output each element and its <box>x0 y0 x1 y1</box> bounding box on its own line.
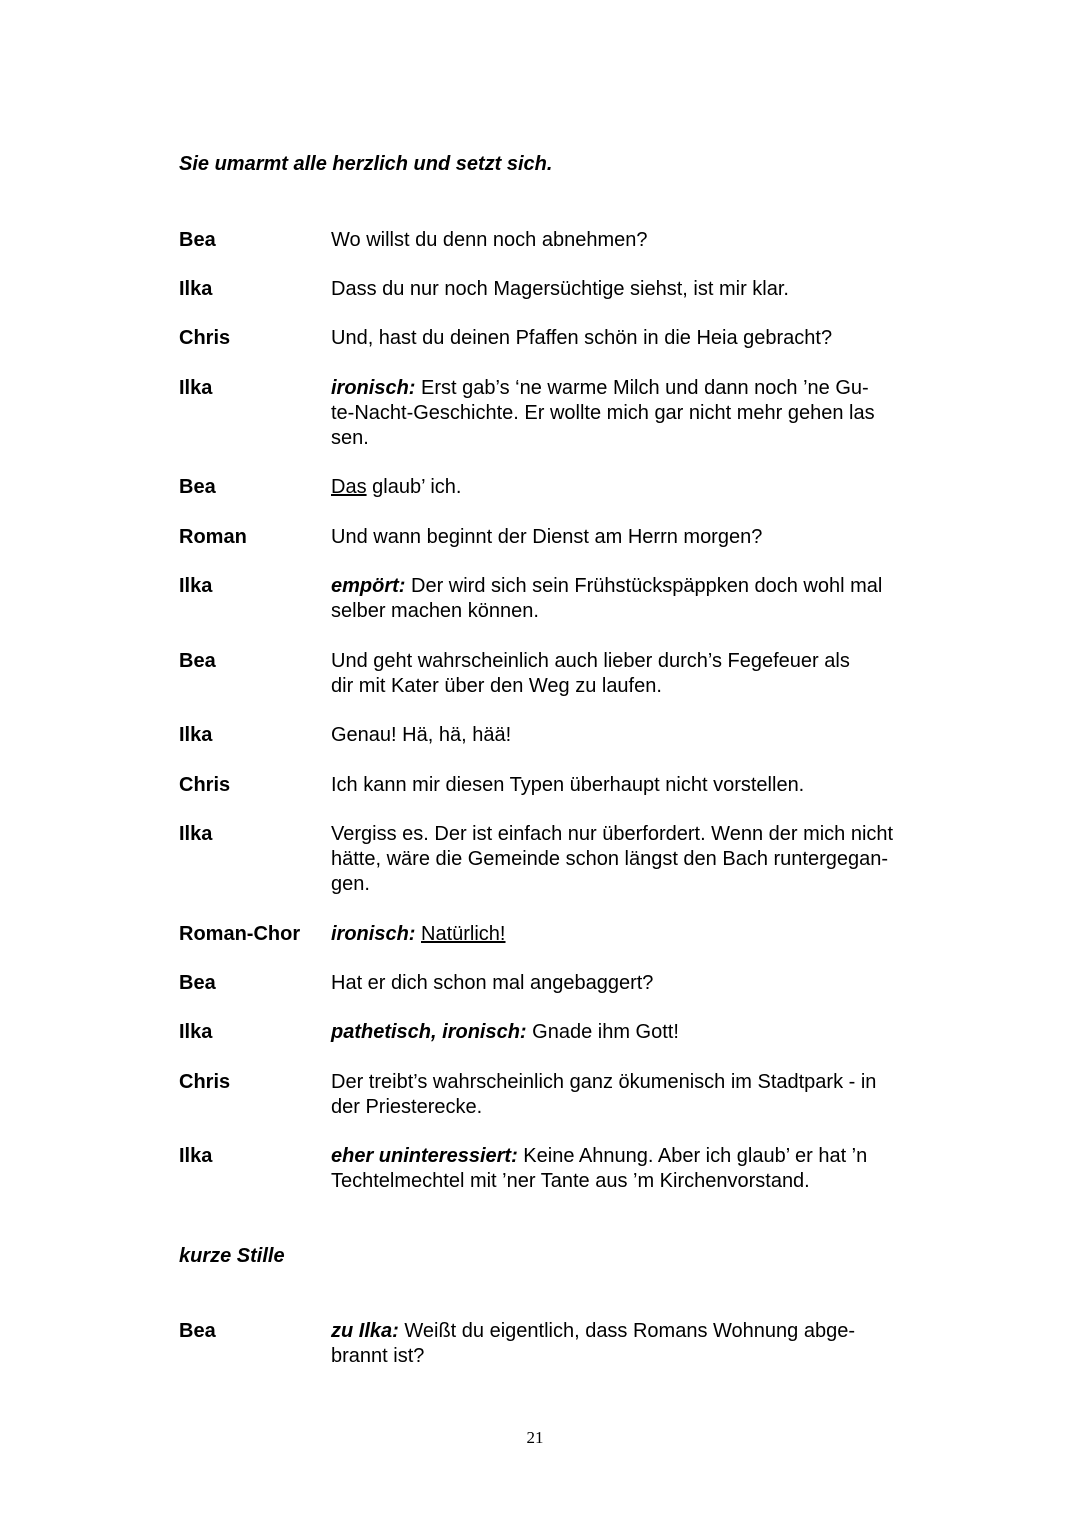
speaker-name: Ilka <box>179 575 213 597</box>
dialogue-text: Der wird sich sein Frühstückspäppken doch wohl mal selber machen können. <box>331 575 883 622</box>
dialogue-line <box>331 922 943 947</box>
speaker-name: Chris <box>179 1071 231 1093</box>
dialogue-line: Genau! Hä, hä, hää! <box>331 724 512 746</box>
speaker-name: Chris <box>179 774 231 796</box>
stage-direction-inline: empört: <box>331 575 406 597</box>
dialogue-text: Erst gab’s ‘ne warme Milch und dann noch ’ne Gu- te-Nacht-Geschichte. Er wollte mich gar nicht mehr gehen las sen. <box>331 377 875 449</box>
stage-direction-inline: ironisch: <box>331 923 416 945</box>
dialogue-text: Keine Ahnung. Aber ich glaub’ er hat ’n Techtelmechtel mit ’ner Tante aus ’m Kirchenvorstand. <box>331 1145 868 1192</box>
underlined-text: Das <box>331 476 367 498</box>
speaker-name: Chris <box>179 327 231 349</box>
stage-direction-inline: pathetisch, ironisch: <box>331 1021 527 1043</box>
speaker-name: Ilka <box>179 823 213 845</box>
dialogue-line: Und, hast du deinen Pfaffen schön in die Heia gebracht? <box>331 327 833 349</box>
speaker-name: Roman <box>179 526 247 548</box>
dialogue-line <box>331 475 943 500</box>
dialogue-line: Und geht wahrscheinlich auch lieber durch’s Fegefeuer als dir mit Kater über den Weg zu laufen. <box>331 650 850 697</box>
dialogue-text: Gnade ihm Gott! <box>532 1021 679 1043</box>
dialogue-line <box>331 574 943 624</box>
dialogue-line <box>331 1319 943 1369</box>
dialogue-line: Vergiss es. Der ist einfach nur überfordert. Wenn der mich nicht hätte, wäre die Gemeinde schon längst den Bach runtergegan- gen. <box>331 823 894 895</box>
dialogue-line: Wo willst du denn noch abnehmen? <box>331 229 648 251</box>
speaker-name: Bea <box>179 1320 216 1342</box>
speaker-name: Ilka <box>179 1021 213 1043</box>
dialogue-line: Hat er dich schon mal angebaggert? <box>331 972 654 994</box>
speaker-name: Bea <box>179 229 216 251</box>
underlined-text: Natürlich! <box>421 923 506 945</box>
dialogue-line <box>331 376 943 451</box>
page-number: 21 <box>526 1428 544 1447</box>
dialogue-text: Weißt du eigentlich, dass Romans Wohnung abge- brannt ist? <box>331 1320 855 1367</box>
stage-direction-inline: zu Ilka: <box>331 1320 399 1342</box>
stage-direction: Sie umarmt alle herzlich und setzt sich. <box>179 153 553 175</box>
speaker-name: Bea <box>179 476 216 498</box>
speaker-name: Ilka <box>179 278 213 300</box>
dialogue-line: Und wann beginnt der Dienst am Herrn morgen? <box>331 526 763 548</box>
dialogue-line: Ich kann mir diesen Typen überhaupt nicht vorstellen. <box>331 774 805 796</box>
speaker-name: Bea <box>179 972 216 994</box>
speaker-name: Ilka <box>179 1145 213 1167</box>
stage-direction: kurze Stille <box>179 1245 285 1267</box>
dialogue-line: Der treibt’s wahrscheinlich ganz ökumenisch im Stadtpark - in der Priesterecke. <box>331 1071 877 1118</box>
stage-direction-inline: eher uninteressiert: <box>331 1145 518 1167</box>
speaker-name: Roman-Chor <box>179 923 301 945</box>
speaker-name: Ilka <box>179 377 213 399</box>
dialogue-line <box>331 1020 943 1045</box>
dialogue-line: Dass du nur noch Magersüchtige siehst, ist mir klar. <box>331 278 789 300</box>
dialogue-line <box>331 1144 943 1194</box>
speaker-name: Bea <box>179 650 216 672</box>
dialogue-text: glaub’ ich. <box>372 476 462 498</box>
speaker-name: Ilka <box>179 724 213 746</box>
stage-direction-inline: ironisch: <box>331 377 416 399</box>
